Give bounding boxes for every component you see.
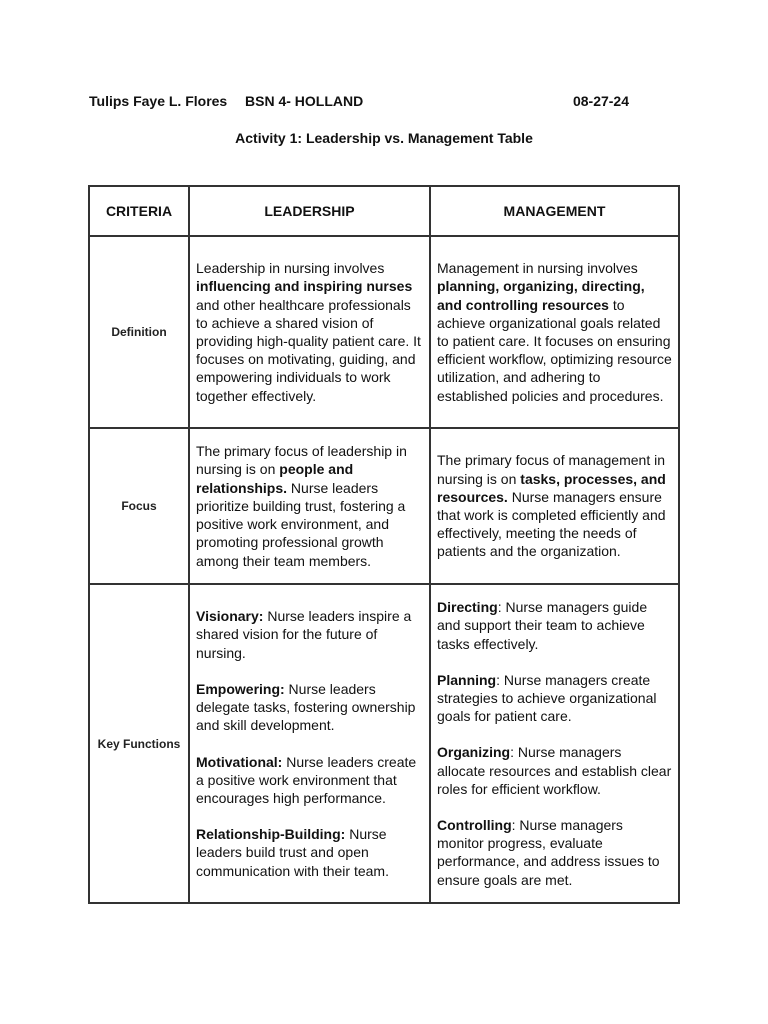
cell-text: Nurse leaders prioritize building trust, fostering a positive work environment, and promoting professional growth among their team members.: [196, 479, 406, 569]
criteria-label: Key Functions: [89, 584, 189, 903]
function-term: Visionary:: [196, 608, 264, 625]
function-text: : Nurse managers create strategies to achieve organizational goals for patient care.: [437, 671, 657, 725]
function-term: Planning: [437, 671, 497, 688]
cell-emphasis: tasks, processes, and resources.: [437, 470, 666, 505]
function-item: [196, 825, 423, 880]
table-row-key-functions: [89, 584, 679, 903]
cell-text: The primary focus of management in nursing is on: [437, 452, 665, 487]
table-header-row: [89, 186, 679, 236]
function-text: Nurse leaders create a positive work environment that encourages high performance.: [196, 753, 417, 806]
cell-emphasis: people and relationships.: [196, 461, 354, 496]
cell-text: Nurse managers ensure that work is completed efficiently and effectively, meeting the needs of patients and the organization.: [437, 488, 666, 560]
cell-emphasis: planning, organizing, directing, and controlling resources: [437, 278, 645, 313]
comparison-table: [88, 185, 680, 904]
cell-text: and other healthcare professionals to achieve a shared vision of providing high-quality patient care. It focuses on motivating, guiding, and empowering individuals to work together effectively.: [196, 296, 421, 404]
management-key-functions: [430, 584, 679, 903]
function-item: [437, 598, 672, 653]
cell-text: to achieve organizational goals related to patient care. It focuses on ensuring efficient workflow, optimizing resource utilization, and adhering to established policies and procedures.: [437, 296, 672, 404]
function-item: [437, 671, 672, 726]
function-item: [196, 607, 423, 662]
function-text: Nurse leaders build trust and open communication with their team.: [196, 826, 389, 879]
criteria-label: Definition: [89, 236, 189, 428]
student-name: Tulips Faye L. Flores: [89, 93, 228, 109]
cell-text: Leadership in nursing involves: [196, 260, 385, 277]
header-criteria: CRITERIA: [89, 186, 189, 236]
table-row-focus: [89, 428, 679, 584]
course-section: BSN 4- HOLLAND: [245, 93, 364, 109]
function-text: : Nurse managers monitor progress, evaluate performance, and address issues to ensure goals are met.: [437, 817, 660, 888]
function-term: Controlling: [437, 817, 512, 833]
leadership-definition: [189, 236, 430, 428]
function-term: Directing: [437, 599, 498, 616]
function-item: [437, 816, 672, 889]
function-text: Nurse leaders delegate tasks, fostering ownership and skill development.: [196, 680, 416, 734]
function-text: Nurse leaders inspire a shared vision for the future of nursing.: [196, 608, 412, 661]
cell-text: The primary focus of leadership in nursing is on: [196, 443, 407, 478]
page-title: Activity 1: Leadership vs. Management Table: [235, 130, 533, 146]
function-item: [196, 680, 423, 735]
function-text: : Nurse managers guide and support their team to achieve tasks effectively.: [437, 599, 648, 652]
cell-emphasis: influencing and inspiring nurses: [196, 278, 413, 295]
function-item: [196, 753, 423, 808]
criteria-label: Focus: [89, 428, 189, 584]
leadership-focus: [189, 428, 430, 584]
table-row-definition: [89, 236, 679, 428]
header-management: MANAGEMENT: [430, 186, 679, 236]
function-term: Empowering:: [196, 680, 285, 697]
management-focus: [430, 428, 679, 584]
function-term: Relationship-Building:: [196, 826, 346, 843]
function-text: : Nurse managers allocate resources and establish clear roles for efficient workflow.: [437, 744, 672, 797]
header-leadership: LEADERSHIP: [189, 186, 430, 236]
document-date: 08-27-24: [572, 93, 629, 109]
function-item: [437, 743, 672, 798]
cell-text: Management in nursing involves: [437, 260, 638, 277]
document-header: [89, 93, 629, 111]
management-definition: [430, 236, 679, 428]
function-term: Organizing: [437, 744, 511, 761]
function-term: Motivational:: [196, 753, 283, 770]
leadership-key-functions: [189, 584, 430, 903]
